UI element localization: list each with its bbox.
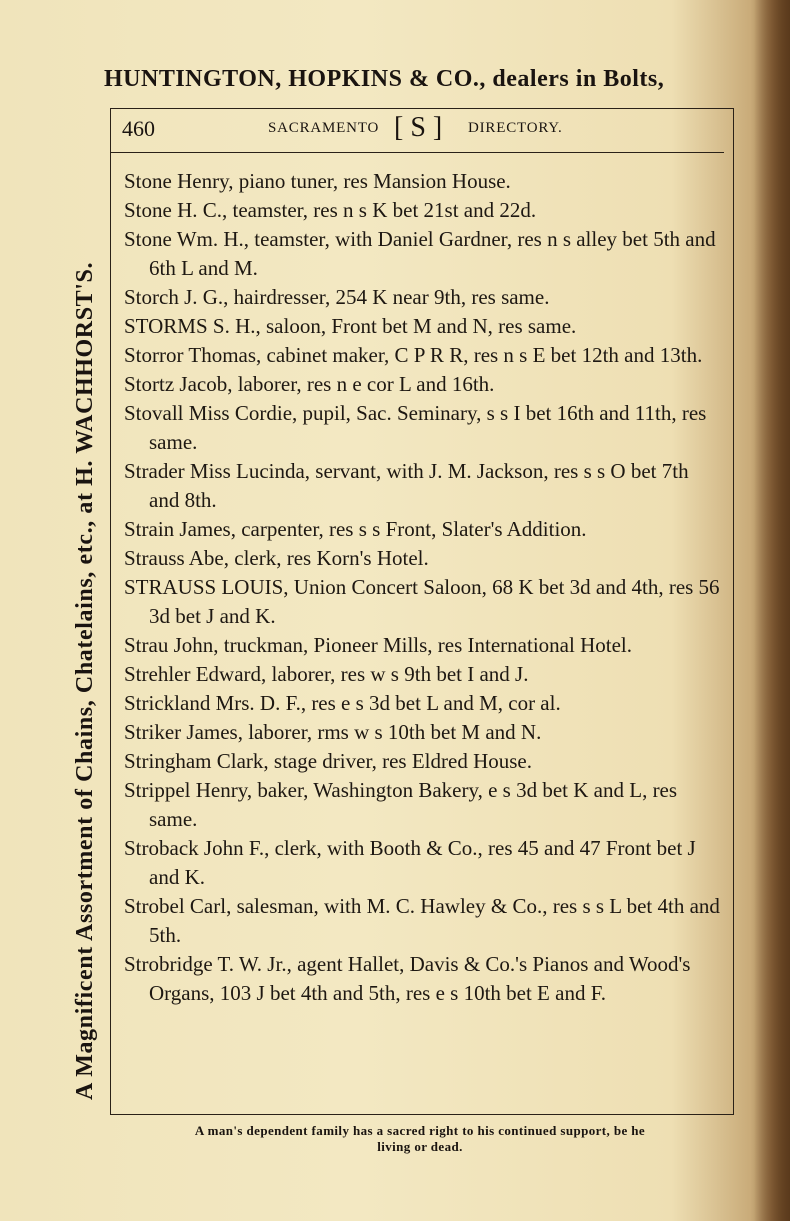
directory-entry: Stone H. C., teamster, res n s K bet 21st and 22d. bbox=[124, 198, 537, 222]
header-advertisement: HUNTINGTON, HOPKINS & CO., dealers in Bolts, bbox=[104, 66, 665, 92]
directory-entry: STORMS S. H., saloon, Front bet M and N, res same. bbox=[124, 314, 577, 338]
page-binding-edge bbox=[754, 0, 790, 1221]
footer-motto bbox=[110, 1123, 730, 1155]
directory-entry: Stortz Jacob, laborer, res n e cor L and 16th. bbox=[124, 372, 495, 396]
directory-entry: Stone Wm. H., teamster, with Daniel Gardner, res n s alley bet 5th and 6th L and M. bbox=[124, 227, 716, 280]
running-head-directory: DIRECTORY. bbox=[468, 120, 563, 136]
directory-entries bbox=[124, 167, 722, 1008]
directory-entry: Strauss Abe, clerk, res Korn's Hotel. bbox=[124, 546, 429, 570]
page-number: 460 bbox=[122, 116, 155, 141]
footer-line-1: A man's dependent family has a sacred right to his continued support, be he bbox=[194, 1123, 646, 1138]
footer-rule bbox=[110, 1114, 734, 1115]
directory-entry: Strippel Henry, baker, Washington Bakery, e s 3d bet K and L, res same. bbox=[124, 778, 678, 831]
directory-entry: Strau John, truckman, Pioneer Mills, res International Hotel. bbox=[124, 633, 632, 657]
side-advertisement: A Magnificent Assortment of Chains, Chatelains, etc., at H. WACHHORST'S. bbox=[72, 261, 98, 1100]
running-head-letter: [ S ] bbox=[394, 112, 443, 143]
directory-entry: Stone Henry, piano tuner, res Mansion House. bbox=[124, 169, 511, 193]
directory-entry: Strain James, carpenter, res s s Front, Slater's Addition. bbox=[124, 517, 587, 541]
footer-line-2: living or dead. bbox=[377, 1139, 463, 1154]
directory-entry: Stringham Clark, stage driver, res Eldred House. bbox=[124, 749, 532, 773]
directory-entry: Strehler Edward, laborer, res w s 9th bet I and J. bbox=[124, 662, 529, 686]
running-head-city: SACRAMENTO bbox=[268, 120, 380, 136]
directory-entry: Striker James, laborer, rms w s 10th bet M and N. bbox=[124, 720, 542, 744]
running-head bbox=[122, 112, 682, 146]
directory-entry: STRAUSS LOUIS, Union Concert Saloon, 68 K bet 3d and 4th, res 56 3d bet J and K. bbox=[124, 575, 720, 628]
directory-entry: Strobel Carl, salesman, with M. C. Hawley & Co., res s s L bet 4th and 5th. bbox=[124, 894, 720, 947]
head-rule bbox=[110, 152, 724, 153]
directory-entry: Stroback John F., clerk, with Booth & Co., res 45 and 47 Front bet J and K. bbox=[124, 836, 696, 889]
directory-entry: Strickland Mrs. D. F., res e s 3d bet L and M, cor al. bbox=[124, 691, 561, 715]
directory-entry: Stovall Miss Cordie, pupil, Sac. Seminary, s s I bet 16th and 11th, res same. bbox=[124, 401, 707, 454]
directory-entry: Storch J. G., hairdresser, 254 K near 9th, res same. bbox=[124, 285, 550, 309]
directory-entry: Strader Miss Lucinda, servant, with J. M. Jackson, res s s O bet 7th and 8th. bbox=[124, 459, 689, 512]
directory-entry: Storror Thomas, cabinet maker, C P R R, res n s E bet 12th and 13th. bbox=[124, 343, 703, 367]
directory-entry: Strobridge T. W. Jr., agent Hallet, Davis & Co.'s Pianos and Wood's Organs, 103 J bet 4th and 5th, res e s 10th bet E and F. bbox=[124, 952, 691, 1005]
